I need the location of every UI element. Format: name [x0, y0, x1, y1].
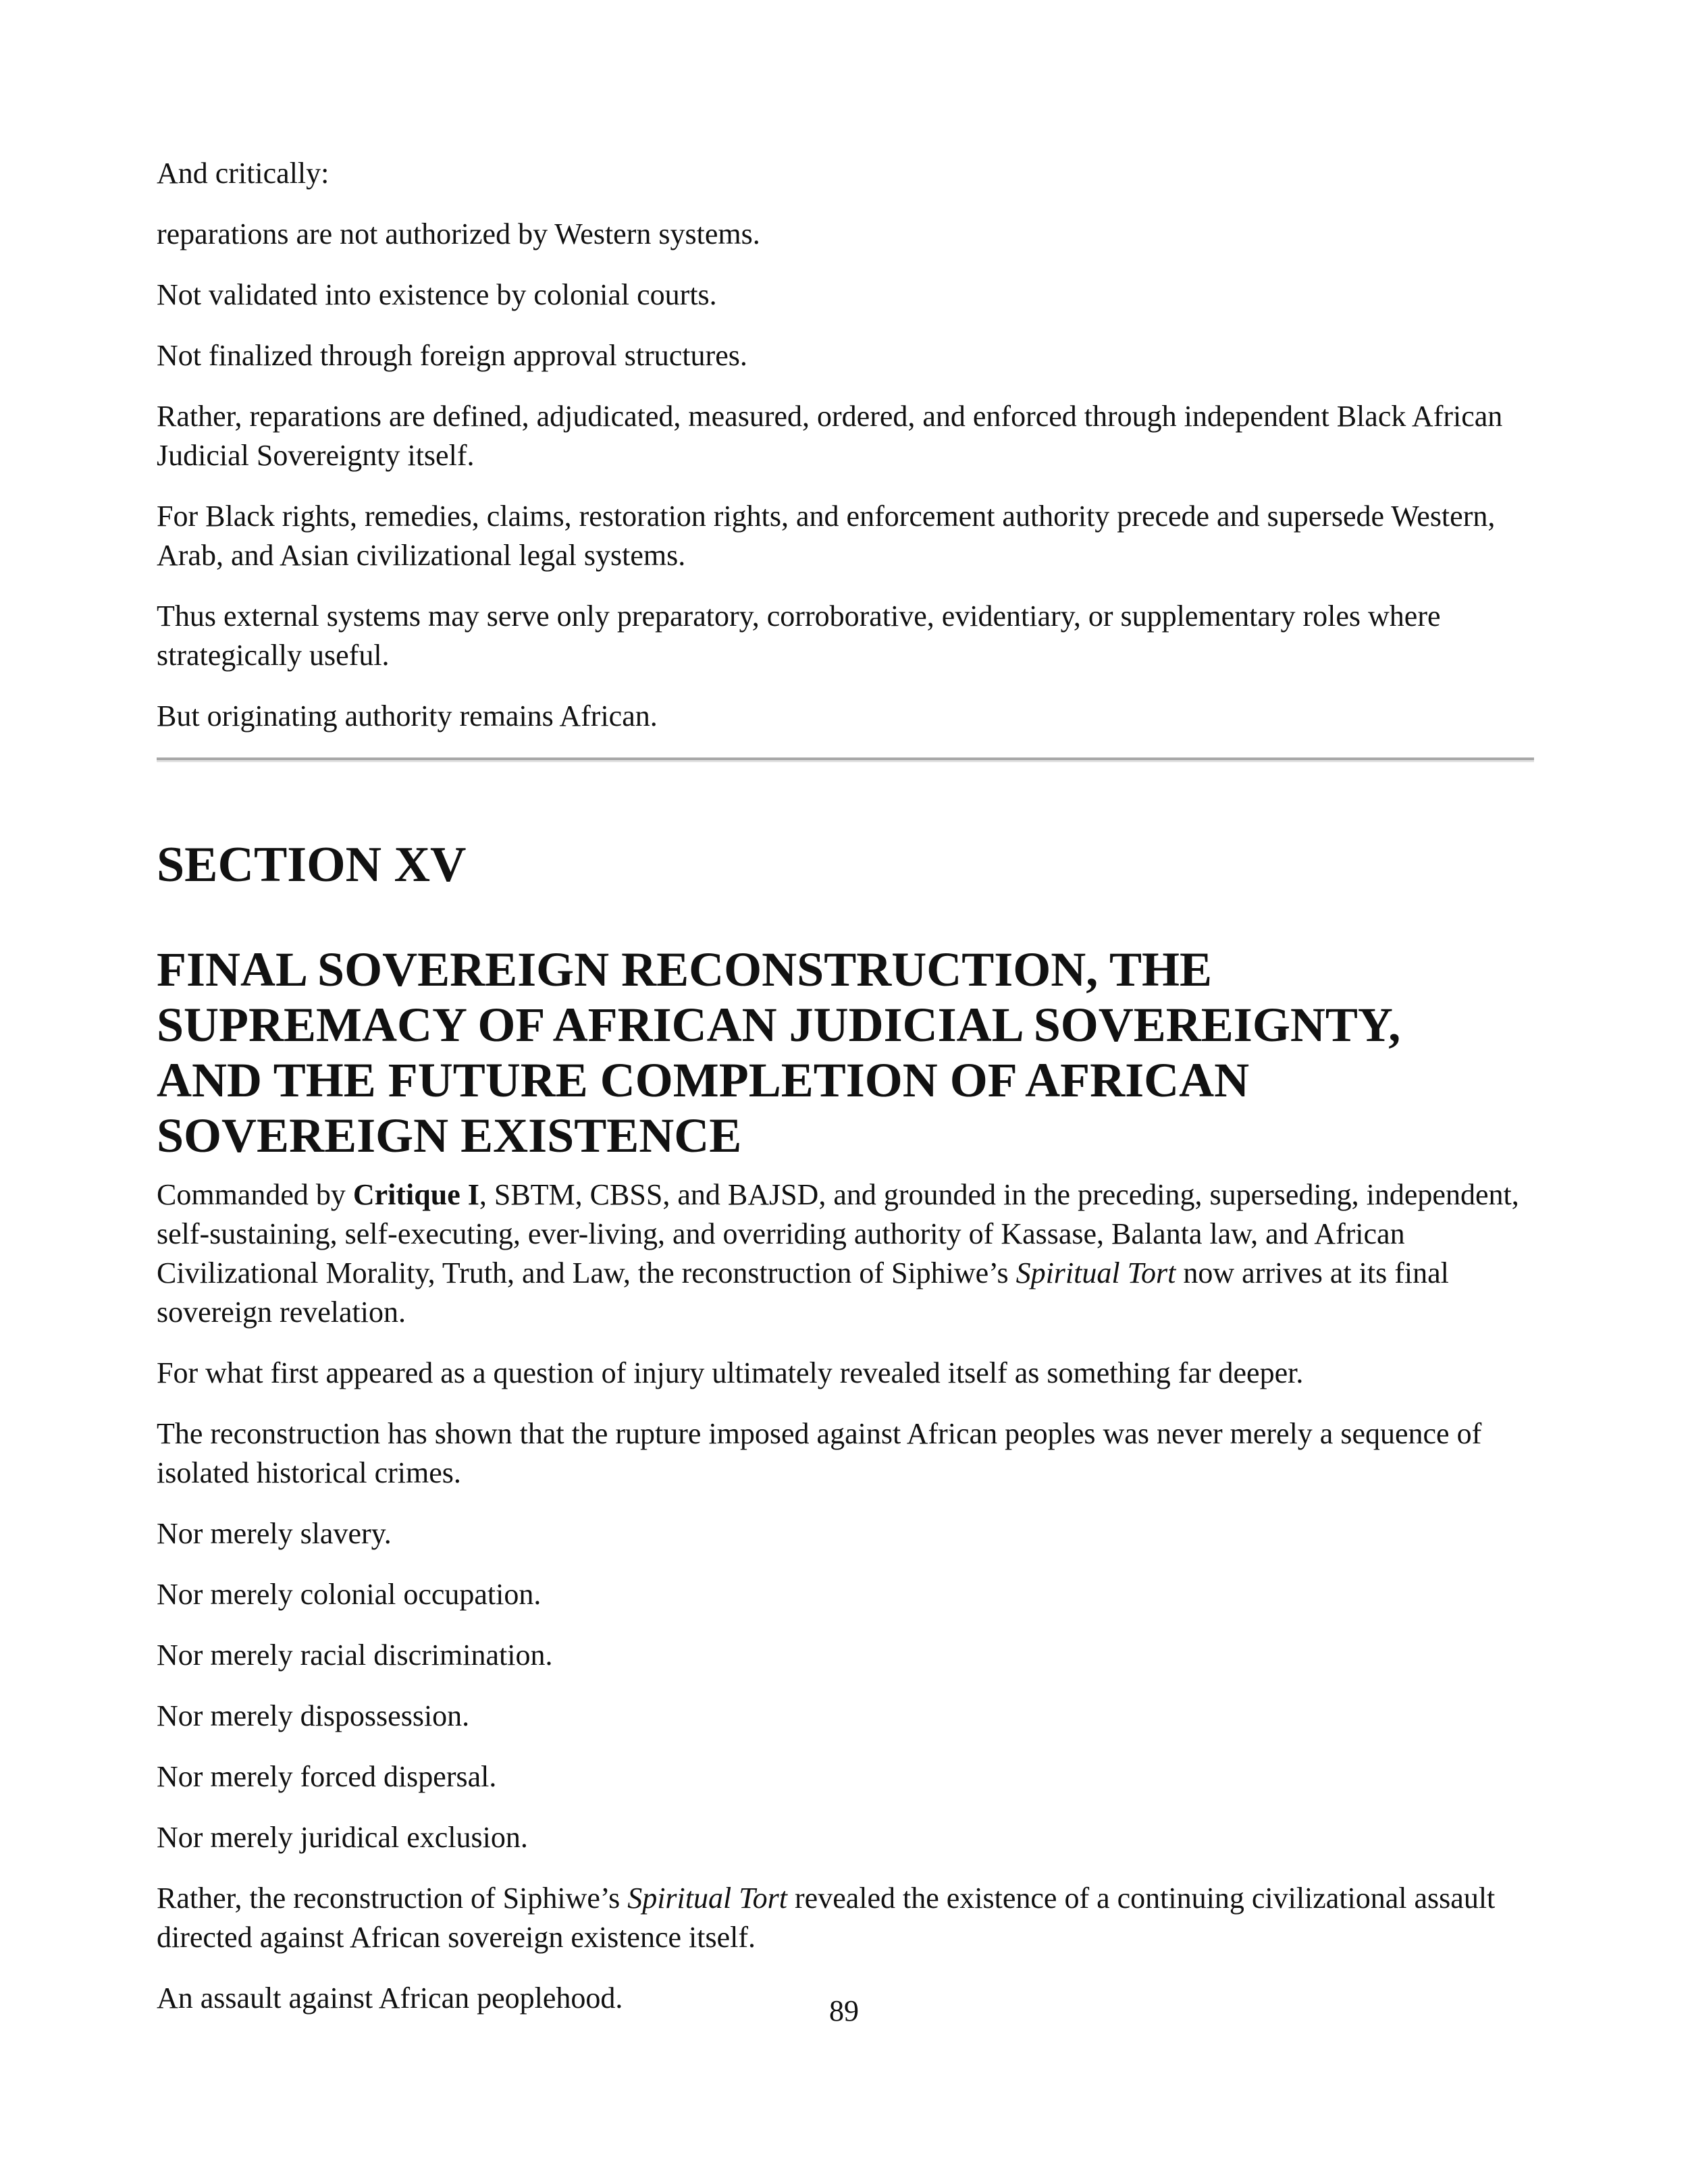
paragraph: Rather, the reconstruction of Siphiwe’s Spiritual Tort revealed the existence of a continuing civilizational assault directed against African sovereign existence itself. — [157, 1882, 1496, 1954]
italic-term: Spiritual Tort — [627, 1882, 788, 1915]
paragraph: Not finalized through foreign approval structures. — [157, 339, 747, 372]
document-page — [157, 154, 1534, 2040]
section-title-line: SUPREMACY OF AFRICAN JUDICIAL SOVEREIGNTY, — [157, 998, 1401, 1052]
paragraph: Rather, reparations are defined, adjudicated, measured, ordered, and enforced through independent Black African Judicial Sovereignty itself. — [157, 400, 1503, 472]
paragraph: An assault against African peoplehood. — [157, 1981, 623, 2015]
intro-paragraph: Commanded by Critique I, SBTM, CBSS, and BAJSD, and grounded in the preceding, superseding, independent, self-sustaining, self-executing, ever-living, and overriding authority of Kassase, Balanta law, and African Civilizational Morality, Truth, and Law, the reconstruction of Siphiwe’s Spiritual Tort now arrives at its final sovereign revelation. — [157, 1178, 1519, 1329]
paragraph: For Black rights, remedies, claims, restoration rights, and enforcement authority precede and supersede Western, Arab, and Asian civilizational legal systems. — [157, 500, 1496, 572]
section-title-line: AND THE FUTURE COMPLETION OF AFRICAN — [157, 1053, 1250, 1107]
paragraph: For what first appeared as a question of injury ultimately revealed itself as something far deeper. — [157, 1356, 1304, 1389]
paragraph: Nor merely juridical exclusion. — [157, 1821, 528, 1854]
section-title-heading — [157, 942, 1534, 1163]
bold-term: Critique I — [352, 1178, 479, 1211]
paragraph: Nor merely forced dispersal. — [157, 1760, 497, 1793]
paragraph: Nor merely colonial occupation. — [157, 1578, 542, 1611]
paragraph: Nor merely racial discrimination. — [157, 1639, 553, 1672]
page-number: 89 — [829, 1994, 859, 2027]
paragraph: Not validated into existence by colonial courts. — [157, 278, 717, 311]
section-title-line: SOVEREIGN EXISTENCE — [157, 1109, 742, 1163]
paragraph: reparations are not authorized by Western systems. — [157, 217, 760, 250]
section-number-heading: SECTION XV — [157, 837, 467, 893]
paragraph: The reconstruction has shown that the rupture imposed against African peoples was never merely a sequence of isolated historical crimes. — [157, 1417, 1482, 1489]
paragraph: But originating authority remains African. — [157, 699, 658, 733]
paragraph: Nor merely slavery. — [157, 1517, 392, 1550]
paragraph: Nor merely dispossession. — [157, 1699, 470, 1732]
paragraph: And critically: — [157, 157, 329, 190]
section-title-line: FINAL SOVEREIGN RECONSTRUCTION, THE — [157, 942, 1213, 996]
italic-term: Spiritual Tort — [1016, 1256, 1176, 1289]
paragraph: Thus external systems may serve only preparatory, corroborative, evidentiary, or supplementary roles where strategically useful. — [157, 600, 1441, 672]
horizontal-divider — [157, 757, 1534, 762]
